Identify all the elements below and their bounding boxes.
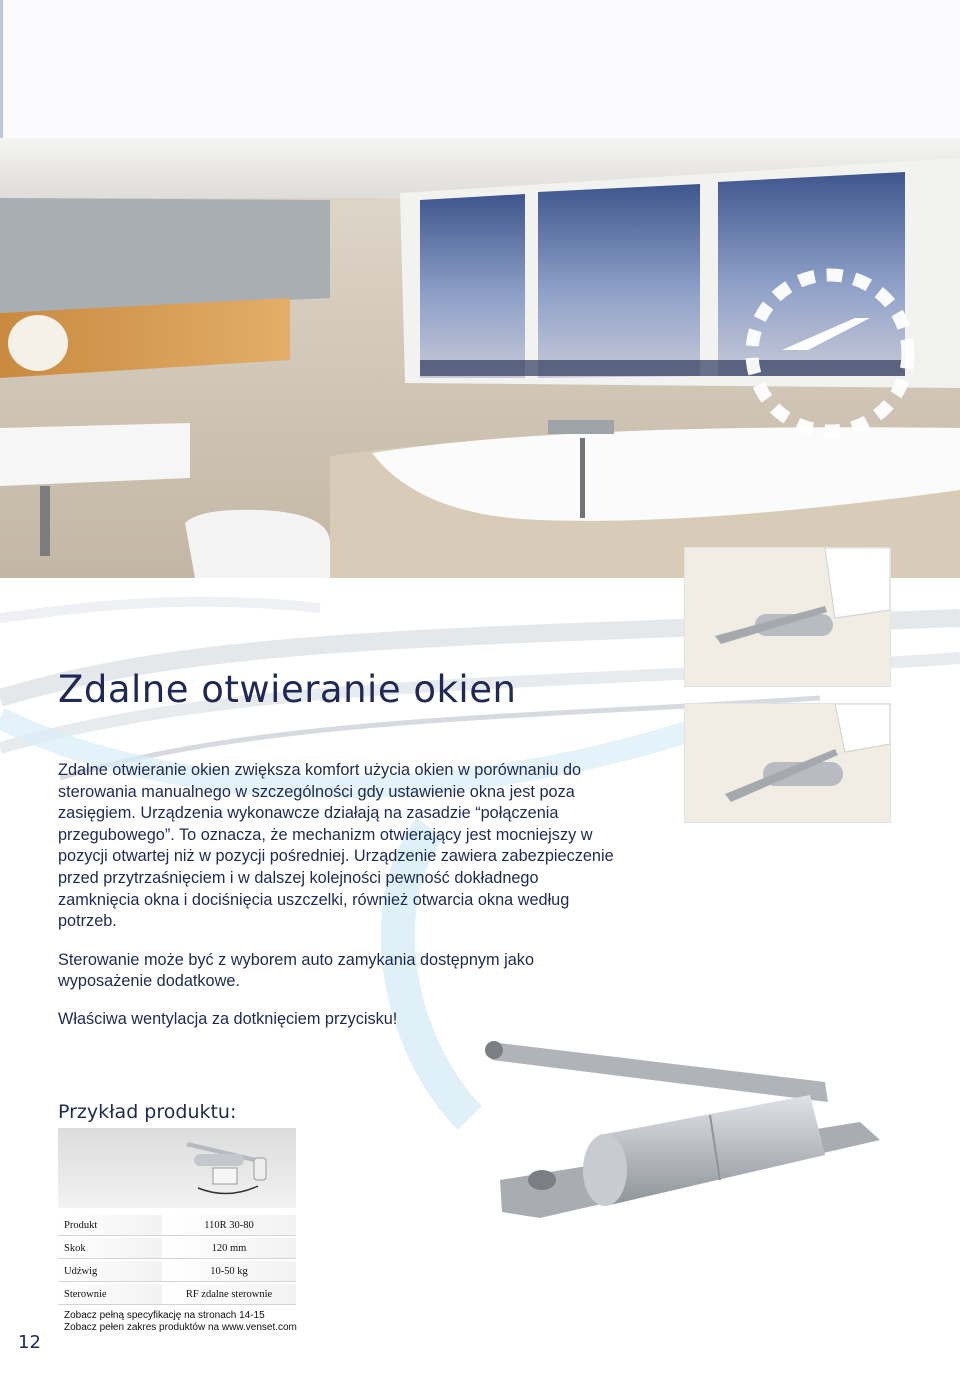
paragraph-ventilation: Właściwa wentylacja za dotknięciem przycisku! [58,1009,398,1028]
left-rule [0,0,3,138]
spec-key: Skok [58,1238,162,1259]
spec-value: 10-50 kg [162,1261,296,1282]
spec-key: Udźwig [58,1261,162,1282]
paragraph-control: Sterowanie może być z wyborem auto zamykania dostępnym jako wyposażenie dodatkowe. [58,950,534,991]
spec-value: 110R 30-80 [162,1215,296,1236]
spec-key: Produkt [58,1215,162,1236]
inset-image-bottom [684,703,891,823]
hero-bathroom-image [0,138,960,578]
bathroom-illustration [0,138,960,578]
table-row [58,1261,296,1282]
spec-notes [64,1310,297,1334]
product-example-label: Przykład produktu: [58,1101,237,1123]
spec-value: 120 mm [162,1238,296,1259]
table-row [58,1284,296,1305]
description-text [58,760,618,1047]
spec-table [58,1213,296,1307]
spec-value: RF zdalne sterownie [162,1284,296,1305]
inset-image-top [684,547,891,687]
window-actuator-closeup [685,548,890,686]
product-kit-image [58,1128,296,1208]
actuator-kit-thumbnail [58,1128,296,1208]
note-specification: Zobacz pełną specyfikację na stronach 14-15 [64,1310,265,1321]
window-actuator-closeup [685,704,890,822]
note-product-range: Zobacz pełen zakres produktów na www.venset.com [64,1322,297,1333]
product-actuator-image [480,1030,900,1226]
page-number: 12 [18,1332,41,1353]
top-margin [0,0,960,138]
table-row [58,1215,296,1236]
spec-key: Sterownie [58,1284,162,1305]
paragraph-main: Zdalne otwieranie okien zwiększa komfort użycia okien w porównaniu do sterowania manualnego w szczególności gdy ustawienie okna jest poza zasięgiem. Urządzenia wykonawcze działają na zasadzie “połączenia przegubowego”. To oznacza, że mechanizm otwierający jest mocniejszy w pozycji otwartej niż w pozycji pośredniej. Urządzenie zawiera zabezpieczenie przed przytrzaśnięciem i w dalszej kolejności pewność dokładnego zamknięcia okna i dociśnięcia uszczelki, również otwarcia okna według potrzeb. [58,761,614,931]
table-row [58,1238,296,1259]
page-title: Zdalne otwieranie okien [58,668,517,711]
